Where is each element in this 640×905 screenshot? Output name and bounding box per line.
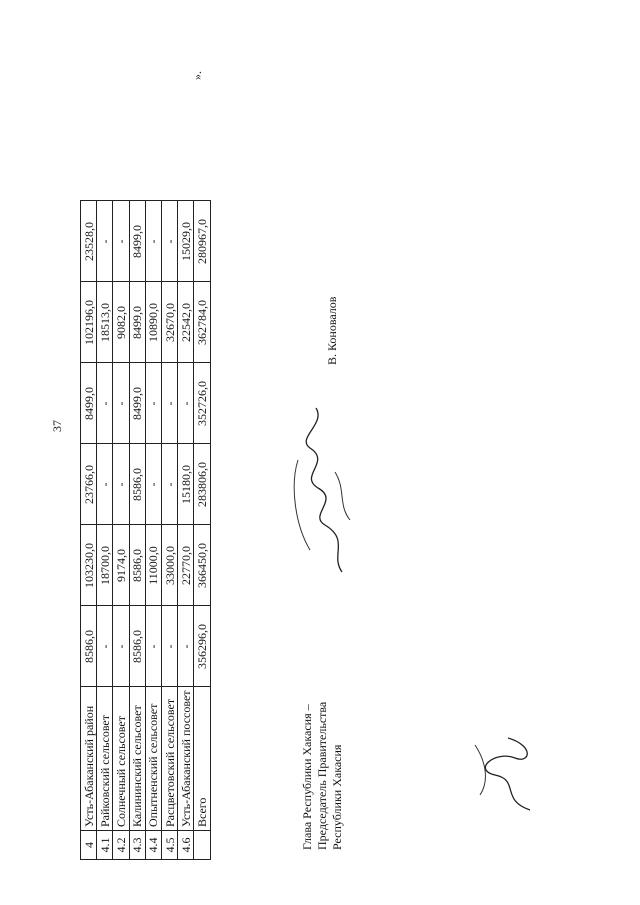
signatory-title-line: Республики Хакасия bbox=[330, 744, 344, 850]
table-cell-num: 4.2 bbox=[113, 831, 129, 860]
table-row bbox=[129, 201, 145, 860]
table-cell-v6: - bbox=[113, 201, 129, 282]
table-cell-num: 4.6 bbox=[178, 831, 194, 860]
table-cell-v1: 8586,0 bbox=[81, 606, 97, 687]
table-cell-num: 4 bbox=[81, 831, 97, 860]
table-cell-v2: 103230,0 bbox=[81, 525, 97, 606]
table-cell-v4: - bbox=[113, 363, 129, 444]
table-cell-v5: 22542,0 bbox=[178, 282, 194, 363]
table-cell-v4: - bbox=[178, 363, 194, 444]
table-row bbox=[194, 201, 210, 860]
table-cell-v5: 8499,0 bbox=[129, 282, 145, 363]
table-cell-num: 4.4 bbox=[145, 831, 161, 860]
table-cell-v3: 23766,0 bbox=[81, 444, 97, 525]
table-cell-name: Райковский сельсовет bbox=[97, 687, 113, 831]
closing-quote: ». bbox=[190, 71, 204, 80]
table-cell-name: Всего bbox=[194, 687, 210, 831]
handwritten-stroke-mark bbox=[460, 730, 545, 820]
table-cell-v2: 22770,0 bbox=[178, 525, 194, 606]
table-cell-v3: - bbox=[97, 444, 113, 525]
table-cell-v3: 15180,0 bbox=[178, 444, 194, 525]
budget-table bbox=[80, 200, 211, 860]
table-cell-num: 4.5 bbox=[161, 831, 177, 860]
table-cell-v3: - bbox=[113, 444, 129, 525]
table-cell-v4: 8499,0 bbox=[129, 363, 145, 444]
signatory-name: В. Коновалов bbox=[325, 296, 339, 365]
signatory-title-line: Председатель Правительства bbox=[315, 701, 329, 850]
table-cell-v4: - bbox=[161, 363, 177, 444]
table-cell-v5: 102196,0 bbox=[81, 282, 97, 363]
page-number: 37 bbox=[50, 420, 64, 432]
table-cell-v1: - bbox=[178, 606, 194, 687]
table-cell-name: Опытненский сельсовет bbox=[145, 687, 161, 831]
table-cell-v4: - bbox=[97, 363, 113, 444]
table-cell-v3: 8586,0 bbox=[129, 444, 145, 525]
table-row bbox=[161, 201, 177, 860]
table-cell-v5: 362784,0 bbox=[194, 282, 210, 363]
table-cell-v6: - bbox=[97, 201, 113, 282]
table-row bbox=[97, 201, 113, 860]
table-cell-v2: 8586,0 bbox=[129, 525, 145, 606]
table-cell-v4: - bbox=[145, 363, 161, 444]
signatory-title bbox=[300, 702, 345, 850]
table-cell-v1: - bbox=[161, 606, 177, 687]
table-cell-v5: 18513,0 bbox=[97, 282, 113, 363]
table-cell-name: Солнечный сельсовет bbox=[113, 687, 129, 831]
table-cell-v4: 352726,0 bbox=[194, 363, 210, 444]
table-cell-v2: 18700,0 bbox=[97, 525, 113, 606]
table-cell-num: 4.1 bbox=[97, 831, 113, 860]
table-cell-v6: 23528,0 bbox=[81, 201, 97, 282]
table-cell-name: Усть-Абаканский район bbox=[81, 687, 97, 831]
rotated-content bbox=[50, 65, 595, 870]
table-cell-v2: 9174,0 bbox=[113, 525, 129, 606]
table-cell-v1: 8586,0 bbox=[129, 606, 145, 687]
table-cell-v3: - bbox=[161, 444, 177, 525]
table-row bbox=[178, 201, 194, 860]
table-body bbox=[81, 201, 211, 860]
table-cell-v5: 32670,0 bbox=[161, 282, 177, 363]
table-cell-v2: 366450,0 bbox=[194, 525, 210, 606]
table-cell-v5: 9082,0 bbox=[113, 282, 129, 363]
table-row bbox=[113, 201, 129, 860]
table-row bbox=[145, 201, 161, 860]
table-cell-v6: - bbox=[145, 201, 161, 282]
table-cell-v6: 8499,0 bbox=[129, 201, 145, 282]
table-cell-v5: 10890,0 bbox=[145, 282, 161, 363]
table-cell-v6: - bbox=[161, 201, 177, 282]
table-cell-name: Калининский сельсовет bbox=[129, 687, 145, 831]
table-cell-v2: 11000,0 bbox=[145, 525, 161, 606]
table-cell-v1: 356296,0 bbox=[194, 606, 210, 687]
table-cell-num bbox=[194, 831, 210, 860]
table-cell-v4: 8499,0 bbox=[81, 363, 97, 444]
table-cell-name: Расцветовский сельсовет bbox=[161, 687, 177, 831]
table-cell-num: 4.3 bbox=[129, 831, 145, 860]
table-cell-v3: - bbox=[145, 444, 161, 525]
table-cell-v6: 15029,0 bbox=[178, 201, 194, 282]
table-cell-v1: - bbox=[145, 606, 161, 687]
table-cell-v3: 283806,0 bbox=[194, 444, 210, 525]
table-cell-v1: - bbox=[97, 606, 113, 687]
table-cell-name: Усть-Абаканский поссовет bbox=[178, 687, 194, 831]
signatory-title-line: Глава Республики Хакасия – bbox=[300, 704, 314, 850]
table-row bbox=[81, 201, 97, 860]
handwritten-signature bbox=[280, 390, 360, 580]
table-cell-v2: 33000,0 bbox=[161, 525, 177, 606]
table-cell-v1: - bbox=[113, 606, 129, 687]
table-cell-v6: 280967,0 bbox=[194, 201, 210, 282]
